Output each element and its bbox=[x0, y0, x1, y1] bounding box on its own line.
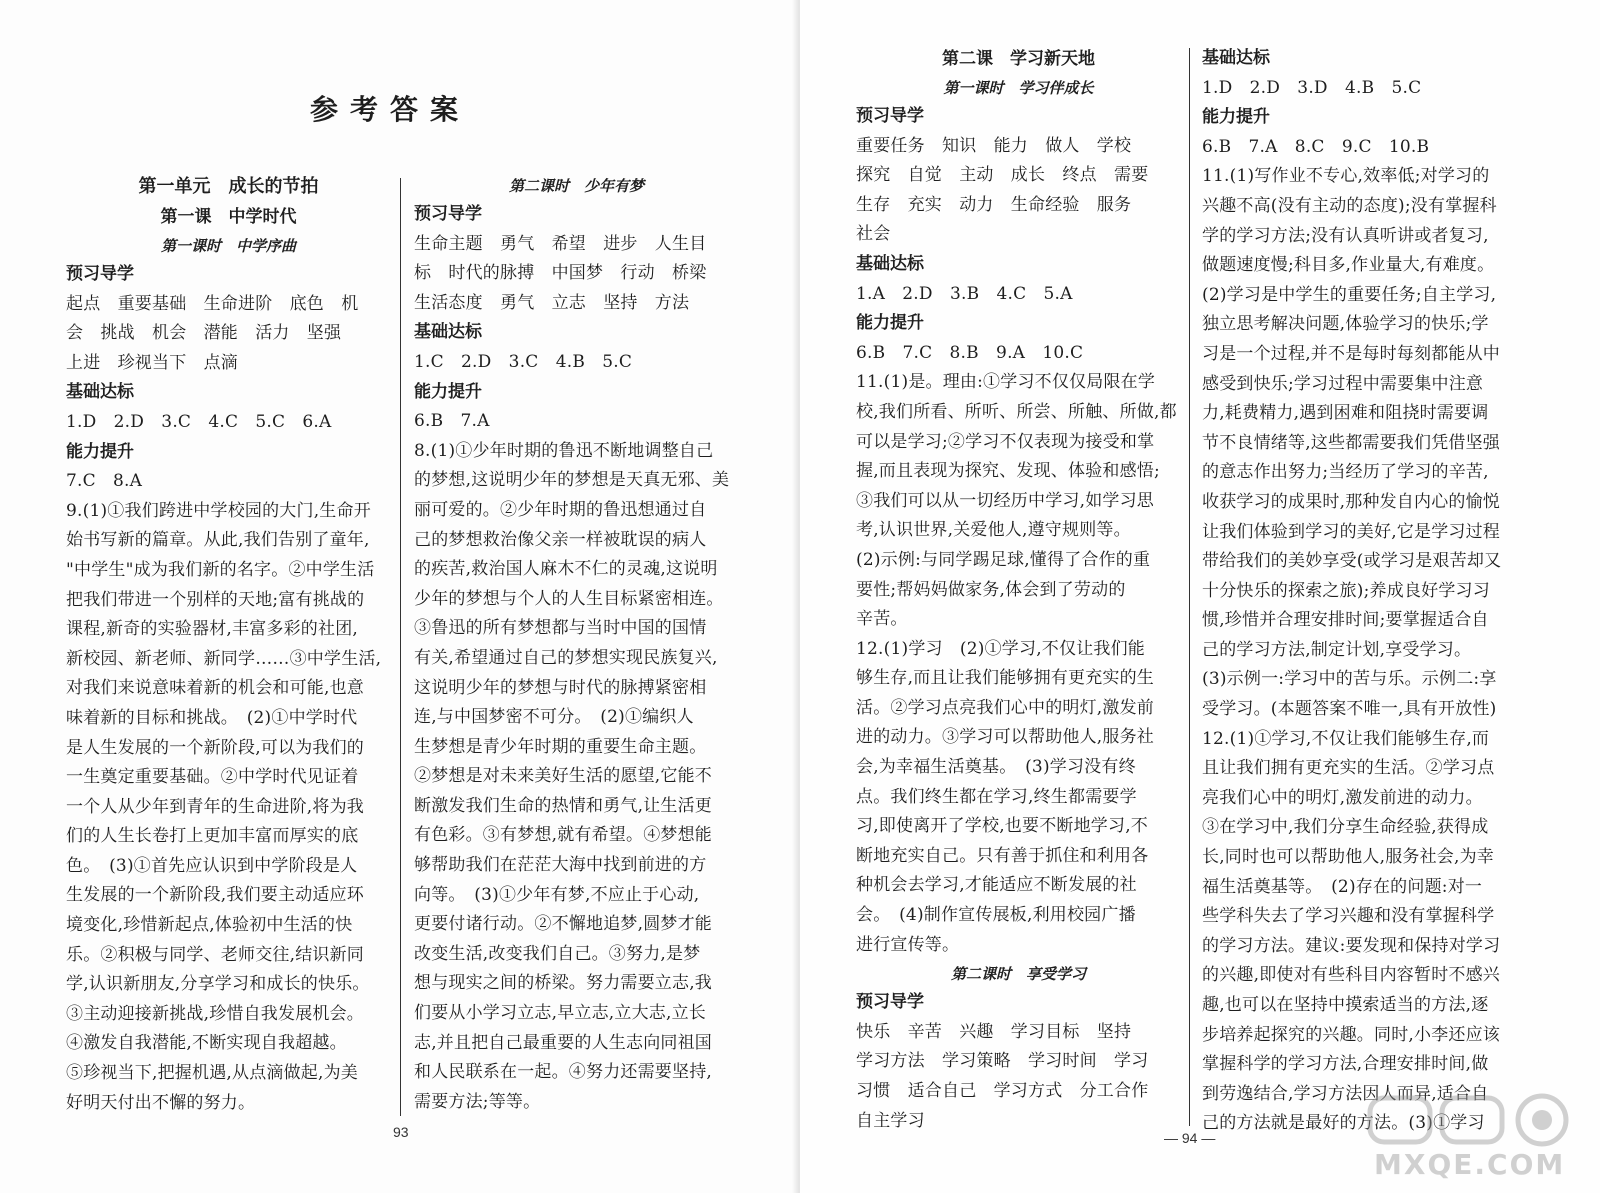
answer-line: 12.(1)学习 (2)①学习,不仅让我们能 bbox=[856, 638, 1145, 659]
answer-line: 些学科失去了学习兴趣和没有掌握科学 bbox=[1202, 906, 1495, 927]
answer-line: 生活态度 勇气 立志 坚持 方法 bbox=[414, 292, 690, 313]
answer-line: 这说明少年的梦想与时代的脉搏紧密相 bbox=[414, 677, 707, 698]
period-heading: 第一课时 学习伴成长 bbox=[943, 79, 1094, 97]
answer-line: 感受到快乐;学习过程中需要集中注意 bbox=[1202, 373, 1484, 394]
answer-line: ③在学习中,我们分享生命经验,获得成 bbox=[1202, 817, 1489, 838]
answer-line: 9.(1)①我们跨进中学校园的大门,生命开 bbox=[66, 500, 371, 521]
page-number: — 94 — bbox=[1164, 1130, 1216, 1146]
answer-line: 更要付诸行动。②不懈地追梦,圆梦才能 bbox=[414, 914, 713, 935]
answer-line: 新校园、新老师、新同学……③中学生活, bbox=[66, 648, 382, 669]
answer-line: 会。 (4)制作宣传展板,利用校园广播 bbox=[856, 905, 1136, 926]
answer-line: "中学生"成为我们新的名字。②中学生活 bbox=[66, 559, 375, 580]
answer-line: 点。我们终生都在学习,终生都需要学 bbox=[856, 786, 1137, 807]
answer-line: (2)示例:与同学踢足球,懂得了合作的重 bbox=[856, 549, 1151, 570]
answer-line: 1.D 2.D 3.D 4.B 5.C bbox=[1202, 77, 1422, 98]
answer-line: (3)示例一:学习中的苦与乐。示例二:享 bbox=[1202, 669, 1497, 690]
answer-line: 味着新的目标和挑战。 (2)①中学时代 bbox=[66, 707, 358, 728]
answer-line: 乐。②积极与同学、老师交往,结识新同 bbox=[66, 944, 365, 965]
answer-line: 节不良情绪等,这些都需要我们凭借坚强 bbox=[1202, 432, 1501, 453]
column-divider bbox=[1189, 48, 1190, 1126]
right-column-2 bbox=[1202, 44, 1542, 1139]
answer-line: 活。②学习点亮我们心中的明灯,激发前 bbox=[856, 697, 1155, 718]
answer-line: 6.B 7.C 8.B 9.A 10.C bbox=[856, 342, 1084, 363]
page-title: 参考答案 bbox=[309, 93, 470, 126]
answer-line: 生命主题 勇气 希望 进步 人生目 bbox=[414, 233, 707, 254]
answer-line: 够帮助我们在茫茫大海中找到前进的方 bbox=[414, 855, 707, 876]
answer-line: 惯,珍惜并合理安排时间;要掌握适合自 bbox=[1202, 610, 1489, 631]
section-heading: 预习导学 bbox=[856, 106, 924, 126]
answer-line: 7.C 8.A bbox=[66, 471, 143, 492]
answer-line: 需要方法;等等。 bbox=[414, 1091, 541, 1112]
answer-line: 好明天付出不懈的努力。 bbox=[66, 1092, 256, 1113]
watermark-text: MXQE.COM bbox=[1374, 1148, 1566, 1181]
answer-line: ⑤珍视当下,把握机遇,从点滴做起,为美 bbox=[66, 1063, 359, 1084]
answer-line: 重要任务 知识 能力 做人 学校 bbox=[856, 135, 1132, 156]
answer-line: 一个人从少年到青年的生命进阶,将为我 bbox=[66, 796, 365, 817]
answer-line: 上进 珍视当下 点滴 bbox=[66, 352, 238, 373]
answer-line: 是人生发展的一个新阶段,可以为我们的 bbox=[66, 737, 365, 758]
answer-line: 11.(1)是。理由:①学习不仅仅局限在学 bbox=[856, 372, 1156, 393]
answer-line: (2)学习是中学生的重要任务;自主学习, bbox=[1202, 284, 1497, 305]
answer-line: 们的人生长卷打上更加丰富而厚实的底 bbox=[66, 826, 359, 847]
answer-line: 一生奠定重要基础。②中学时代见证着 bbox=[66, 767, 359, 788]
section-heading: 预习导学 bbox=[66, 264, 134, 284]
answer-line: 快乐 辛苦 兴趣 学习目标 坚持 bbox=[856, 1021, 1132, 1042]
answer-line: 标 时代的脉搏 中国梦 行动 桥梁 bbox=[414, 263, 707, 284]
answer-line: 11.(1)写作业不专心,效率低;对学习的 bbox=[1202, 166, 1490, 187]
answer-line: 丽可爱的。②少年时期的鲁迅想通过自 bbox=[414, 499, 707, 520]
answer-line: 己的学习方法,制定计划,享受学习。 bbox=[1202, 639, 1472, 660]
left-column-1 bbox=[66, 172, 391, 1118]
answer-line: 带给我们的美妙享受(或学习是艰苦却又 bbox=[1202, 551, 1502, 572]
answer-line: 探究 自觉 主动 成长 终点 需要 bbox=[856, 165, 1149, 186]
answer-line: 让我们体验到学习的美好,它是学习过程 bbox=[1202, 521, 1501, 542]
answer-line: 把我们带进一个别样的天地;富有挑战的 bbox=[66, 589, 365, 610]
answer-line: 己的梦想救治像父亲一样被耽误的病人 bbox=[414, 529, 707, 550]
answer-line: 始书写新的篇章。从此,我们告别了童年, bbox=[66, 530, 370, 551]
answer-line: 自主学习 bbox=[856, 1110, 925, 1131]
answer-line: 境变化,珍惜新起点,体验初中生活的快 bbox=[66, 915, 353, 936]
answer-line: 1.D 2.D 3.C 4.C 5.C 6.A bbox=[66, 411, 332, 432]
lesson-heading: 第一课 中学时代 bbox=[160, 207, 297, 227]
answer-line: ③我们可以从一切经历中学习,如学习思 bbox=[856, 490, 1155, 511]
section-heading: 预习导学 bbox=[414, 204, 482, 224]
answer-line: 可以是学习;②学习不仅表现为接受和掌 bbox=[856, 431, 1155, 452]
answer-line: 进的动力。③学习可以帮助他人,服务社 bbox=[856, 727, 1155, 748]
answer-line: 学习方法 学习策略 学习时间 学习 bbox=[856, 1051, 1149, 1072]
answer-line: 亮我们心中的明灯,激发前进的动力。 bbox=[1202, 787, 1483, 808]
answer-line: 会 挑战 机会 潜能 活力 坚强 bbox=[66, 323, 342, 344]
answer-line: 考,认识世界,关爱他人,遵守规则等。 bbox=[856, 520, 1131, 541]
answer-line: 要性;帮妈妈做家务,体会到了劳动的 bbox=[856, 579, 1126, 600]
answer-line: 生发展的一个新阶段,我们要主动适应环 bbox=[66, 885, 365, 906]
answer-line: 掌握科学的学习方法,合理安排时间,做 bbox=[1202, 1054, 1489, 1075]
answer-line: 独立思考解决问题,体验学习的快乐;学 bbox=[1202, 314, 1489, 335]
answer-line: 生梦想是青少年时期的重要生命主题。 bbox=[414, 736, 707, 757]
watermark-logo-icon bbox=[1366, 1092, 1590, 1152]
section-heading: 能力提升 bbox=[1202, 107, 1270, 128]
answer-line: 的疾苦,救治国人麻木不仁的灵魂,这说明 bbox=[414, 559, 718, 580]
answer-line: 种机会去学习,才能适应不断发展的社 bbox=[856, 875, 1137, 896]
answer-line: 福生活奠基等。 (2)存在的问题:对一 bbox=[1202, 876, 1483, 897]
answer-line: 做题速度慢;科目多,作业量大,有难度。 bbox=[1202, 255, 1495, 276]
answer-line: 有关,希望通过自己的梦想实现民族复兴, bbox=[414, 647, 718, 668]
answer-line: 连,与中国梦密不可分。 (2)①编织人 bbox=[414, 707, 694, 728]
answer-line: 断激发我们生命的热情和勇气,让生活更 bbox=[414, 795, 713, 816]
answer-line: 进行宣传等。 bbox=[856, 934, 960, 955]
period-heading: 第二课时 享受学习 bbox=[950, 965, 1086, 984]
right-page bbox=[800, 0, 1600, 1193]
answer-line: 对我们来说意味着新的机会和可能,也意 bbox=[66, 678, 365, 699]
answer-line: 断地充实自己。只有善于抓住和利用各 bbox=[856, 845, 1149, 866]
answer-line: 生存 充实 动力 生命经验 服务 bbox=[856, 194, 1132, 215]
answer-line: 握,而且表现为探究、发现、体验和感悟; bbox=[856, 461, 1160, 482]
answer-line: 1.A 2.D 3.B 4.C 5.A bbox=[856, 283, 1073, 304]
answer-line: 习惯 适合自己 学习方式 分工合作 bbox=[856, 1081, 1149, 1101]
answer-line: 1.C 2.D 3.C 4.B 5.C bbox=[414, 351, 633, 372]
answer-line: 改变生活,改变我们自己。③努力,是梦 bbox=[414, 943, 701, 964]
answer-line: 十分快乐的探索之旅);养成良好学习习 bbox=[1202, 580, 1490, 601]
answer-line: 己的方法就是最好的方法。(3)①学习 bbox=[1202, 1113, 1485, 1134]
answer-line: 兴趣不高(没有主动的态度);没有掌握科 bbox=[1202, 195, 1497, 216]
answer-line: 学,认识新朋友,分享学习和成长的快乐。 bbox=[66, 974, 370, 995]
watermark bbox=[1366, 1092, 1590, 1184]
answer-line: 趣,也可以在坚持中摸索适当的方法,逐 bbox=[1202, 995, 1489, 1015]
answer-line: 6.B 7.A bbox=[414, 411, 490, 432]
answer-line: 6.B 7.A 8.C 9.C 10.B bbox=[1202, 136, 1430, 157]
answer-line: 12.(1)①学习,不仅让我们能够生存,而 bbox=[1202, 728, 1490, 749]
answer-line: 的学习方法。建议:要发现和保持对学习 bbox=[1202, 935, 1501, 956]
answer-line: 向等。 (3)①少年有梦,不应止于心动, bbox=[414, 884, 700, 905]
answer-line: 会,为幸福生活奠基。 (3)学习没有终 bbox=[856, 757, 1136, 778]
answer-line: ④激发自我潜能,不断实现自我超越。 bbox=[66, 1033, 347, 1054]
answer-line: 学的学习方法;没有认真听讲或者复习, bbox=[1202, 225, 1489, 246]
unit-heading: 第一单元 成长的节拍 bbox=[138, 176, 319, 197]
answer-line: 想与现实之间的桥梁。努力需要立志,我 bbox=[414, 973, 713, 994]
section-heading: 基础达标 bbox=[856, 253, 924, 274]
answer-line: 校,我们所看、所听、所尝、所触、所做,都 bbox=[856, 401, 1177, 422]
answer-line: 且让我们拥有更充实的生活。②学习点 bbox=[1202, 758, 1495, 779]
answer-line: 课程,新奇的实验器材,丰富多彩的社团, bbox=[66, 619, 359, 640]
answer-line: 的梦想,这说明少年的梦想是天真无邪、美 bbox=[414, 470, 730, 491]
answer-line: ③主动迎接新挑战,珍惜自我发展机会。 bbox=[66, 1003, 365, 1024]
section-heading: 预习导学 bbox=[856, 992, 924, 1013]
answer-line: 步培养起探究的兴趣。同时,小李还应该 bbox=[1202, 1024, 1501, 1045]
section-heading: 基础达标 bbox=[414, 322, 482, 343]
section-heading: 能力提升 bbox=[66, 441, 134, 462]
answer-line: 的意志作出努力;当经历了学习的辛苦, bbox=[1202, 462, 1489, 483]
left-column-2 bbox=[414, 172, 739, 1117]
answer-line: 收获学习的成果时,那种发自内心的愉悦 bbox=[1202, 491, 1501, 512]
section-heading: 能力提升 bbox=[856, 313, 924, 334]
answer-line: 们要从小学习立志,早立志,立大志,立长 bbox=[414, 1003, 707, 1024]
section-heading: 能力提升 bbox=[414, 381, 482, 402]
section-heading: 基础达标 bbox=[1202, 48, 1270, 68]
answer-line: 志,并且把自己最重要的人生志向同祖国 bbox=[414, 1032, 713, 1053]
right-column-1 bbox=[856, 44, 1181, 1136]
answer-line: 受学习。(本题答案不唯一,具有开放性) bbox=[1202, 699, 1497, 720]
answer-line: 8.(1)①少年时期的鲁迅不断地调整自己 bbox=[414, 440, 714, 461]
answer-line: 有色彩。③有梦想,就有希望。④梦想能 bbox=[414, 825, 713, 846]
period-heading: 第一课时 中学序曲 bbox=[160, 237, 296, 255]
page-number: 93 bbox=[393, 1124, 409, 1140]
lesson-heading: 第二课 学习新天地 bbox=[942, 49, 1095, 69]
answer-line: 长,同时也可以帮助他人,服务社会,为幸 bbox=[1202, 847, 1495, 868]
section-heading: 基础达标 bbox=[66, 382, 134, 403]
answer-line: 的兴趣,即使对有些科目内容暂时不感兴 bbox=[1202, 965, 1501, 986]
answer-line: 习,即使离开了学校,也要不断地学习,不 bbox=[856, 816, 1149, 837]
answer-line: 和人民联系在一起。④努力还需要坚持, bbox=[414, 1062, 713, 1083]
answer-line: 到劳逸结合,学习方法因人而异,适合自 bbox=[1202, 1083, 1489, 1104]
answer-line: 色。 (3)①首先应认识到中学阶段是人 bbox=[66, 855, 358, 876]
column-divider bbox=[400, 178, 401, 1116]
answer-line: 习是一个过程,并不是每时每刻都能从中 bbox=[1202, 343, 1501, 364]
period-heading: 第二课时 少年有梦 bbox=[508, 177, 644, 195]
answer-line: 辛苦。 bbox=[856, 609, 908, 630]
answer-line: 力,耗费精力,遇到困难和阻挠时需要调 bbox=[1202, 403, 1489, 424]
answer-line: 社会 bbox=[856, 224, 891, 245]
answer-line: 够生存,而且让我们能够拥有更充实的生 bbox=[856, 668, 1155, 689]
answer-line: ②梦想是对未来美好生活的愿望,它能不 bbox=[414, 766, 713, 787]
answer-line: ③鲁迅的所有梦想都与当时中国的国情 bbox=[414, 618, 707, 639]
answer-line: 少年的梦想与个人的人生目标紧密相连。 bbox=[414, 588, 724, 609]
answer-line: 起点 重要基础 生命进阶 底色 机 bbox=[66, 293, 359, 314]
